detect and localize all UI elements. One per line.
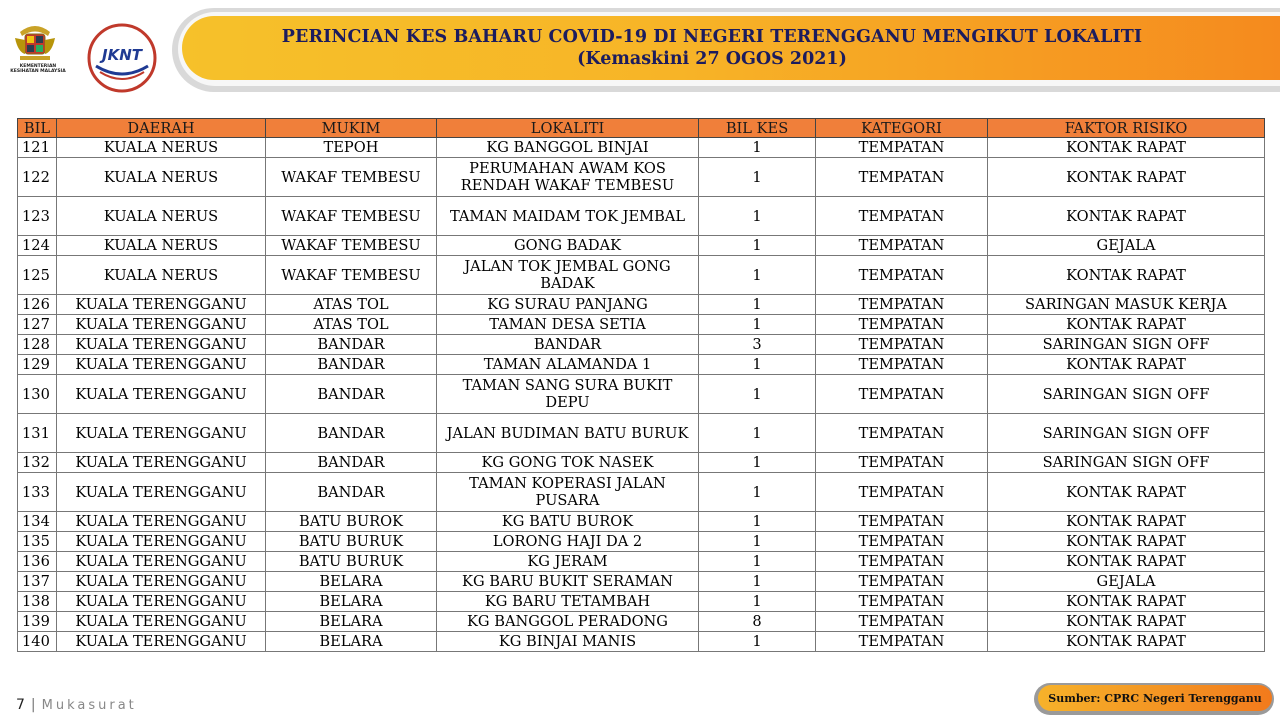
cell-faktor-risiko: SARINGAN MASUK KERJA [988, 295, 1265, 315]
cell-faktor-risiko: KONTAK RAPAT [988, 158, 1265, 197]
cell-lokaliti: KG BARU BUKIT SERAMAN [437, 572, 699, 592]
cell-daerah: KUALA TERENGGANU [57, 315, 266, 335]
cell-daerah: KUALA TERENGGANU [57, 592, 266, 612]
cell-mukim: BANDAR [266, 473, 437, 512]
column-header-kategori: KATEGORI [816, 119, 988, 138]
cell-bil-kes: 1 [699, 552, 816, 572]
table-row [18, 197, 1265, 236]
cell-lokaliti: KG JERAM [437, 552, 699, 572]
cell-mukim: BATU BURUK [266, 532, 437, 552]
table-row [18, 315, 1265, 335]
table-row [18, 473, 1265, 512]
cell-bil-kes: 1 [699, 414, 816, 453]
cell-kategori: TEMPATAN [816, 473, 988, 512]
cell-daerah: KUALA TERENGGANU [57, 453, 266, 473]
table-row [18, 632, 1265, 652]
cell-faktor-risiko: GEJALA [988, 572, 1265, 592]
cell-bil: 140 [18, 632, 57, 652]
cell-bil: 133 [18, 473, 57, 512]
page-title: PERINCIAN KES BAHARU COVID-19 DI NEGERI TERENGGANU MENGIKUT LOKALITI [281, 27, 1143, 47]
cell-daerah: KUALA NERUS [57, 256, 266, 295]
cell-faktor-risiko: KONTAK RAPAT [988, 552, 1265, 572]
cell-bil: 126 [18, 295, 57, 315]
cell-lokaliti: KG BINJAI MANIS [437, 632, 699, 652]
cell-kategori: TEMPATAN [816, 158, 988, 197]
cell-bil-kes: 1 [699, 197, 816, 236]
cell-daerah: KUALA TERENGGANU [57, 632, 266, 652]
cell-faktor-risiko: SARINGAN SIGN OFF [988, 375, 1265, 414]
cell-daerah: KUALA TERENGGANU [57, 612, 266, 632]
table-row [18, 572, 1265, 592]
table-header-row [18, 119, 1265, 138]
cell-bil-kes: 1 [699, 512, 816, 532]
cell-lokaliti: TAMAN SANG SURA BUKIT DEPU [437, 375, 699, 414]
cell-kategori: TEMPATAN [816, 315, 988, 335]
cell-kategori: TEMPATAN [816, 414, 988, 453]
cell-kategori: TEMPATAN [816, 335, 988, 355]
cell-bil-kes: 1 [699, 295, 816, 315]
cell-lokaliti: BANDAR [437, 335, 699, 355]
cell-daerah: KUALA TERENGGANU [57, 295, 266, 315]
cell-mukim: WAKAF TEMBESU [266, 197, 437, 236]
cell-bil-kes: 1 [699, 375, 816, 414]
cell-bil: 125 [18, 256, 57, 295]
cell-kategori: TEMPATAN [816, 532, 988, 552]
cell-lokaliti: KG GONG TOK NASEK [437, 453, 699, 473]
jknt-logo-text: JKNT [102, 46, 142, 64]
cell-faktor-risiko: KONTAK RAPAT [988, 592, 1265, 612]
cell-daerah: KUALA NERUS [57, 138, 266, 158]
header-logos [10, 18, 160, 88]
cell-bil: 122 [18, 158, 57, 197]
cell-kategori: TEMPATAN [816, 236, 988, 256]
cell-bil: 134 [18, 512, 57, 532]
cell-lokaliti: TAMAN MAIDAM TOK JEMBAL [437, 197, 699, 236]
table-row [18, 355, 1265, 375]
cell-faktor-risiko: KONTAK RAPAT [988, 355, 1265, 375]
cell-faktor-risiko: KONTAK RAPAT [988, 612, 1265, 632]
cell-bil: 139 [18, 612, 57, 632]
cell-bil-kes: 1 [699, 632, 816, 652]
cell-bil-kes: 1 [699, 592, 816, 612]
cell-mukim: ATAS TOL [266, 315, 437, 335]
cell-daerah: KUALA NERUS [57, 197, 266, 236]
cell-lokaliti: KG BATU BUROK [437, 512, 699, 532]
cell-faktor-risiko: KONTAK RAPAT [988, 632, 1265, 652]
cell-lokaliti: JALAN TOK JEMBAL GONG BADAK [437, 256, 699, 295]
cell-bil: 128 [18, 335, 57, 355]
table-row [18, 612, 1265, 632]
cell-kategori: TEMPATAN [816, 612, 988, 632]
table-row [18, 512, 1265, 532]
cell-lokaliti: TAMAN ALAMANDA 1 [437, 355, 699, 375]
table-row [18, 414, 1265, 453]
column-header-faktor-risiko: FAKTOR RISIKO [988, 119, 1265, 138]
table-row [18, 592, 1265, 612]
cell-daerah: KUALA TERENGGANU [57, 572, 266, 592]
cell-lokaliti: KG BANGGOL PERADONG [437, 612, 699, 632]
cell-faktor-risiko: KONTAK RAPAT [988, 197, 1265, 236]
cell-daerah: KUALA TERENGGANU [57, 512, 266, 532]
cell-kategori: TEMPATAN [816, 197, 988, 236]
page-number-value: 7 [16, 697, 25, 713]
cell-bil-kes: 1 [699, 236, 816, 256]
page-number-label: Mukasurat [41, 698, 137, 713]
cell-bil: 132 [18, 453, 57, 473]
cell-bil-kes: 3 [699, 335, 816, 355]
cell-kategori: TEMPATAN [816, 572, 988, 592]
cell-mukim: WAKAF TEMBESU [266, 256, 437, 295]
cell-kategori: TEMPATAN [816, 355, 988, 375]
source-badge: Sumber: CPRC Negeri Terengganu [1038, 685, 1272, 711]
cell-bil-kes: 1 [699, 453, 816, 473]
cell-bil: 131 [18, 414, 57, 453]
table-row [18, 236, 1265, 256]
cell-faktor-risiko: SARINGAN SIGN OFF [988, 453, 1265, 473]
cell-faktor-risiko: GEJALA [988, 236, 1265, 256]
cell-daerah: KUALA TERENGGANU [57, 335, 266, 355]
cell-daerah: KUALA NERUS [57, 236, 266, 256]
cell-bil: 130 [18, 375, 57, 414]
crest-caption: KEMENTERIAN KESIHATAN MALAYSIA [10, 64, 66, 74]
cell-mukim: WAKAF TEMBESU [266, 236, 437, 256]
cell-bil: 135 [18, 532, 57, 552]
cell-kategori: TEMPATAN [816, 552, 988, 572]
cell-kategori: TEMPATAN [816, 632, 988, 652]
cell-mukim: BELARA [266, 632, 437, 652]
cell-daerah: KUALA TERENGGANU [57, 552, 266, 572]
column-header-lokaliti: LOKALITI [437, 119, 699, 138]
cell-faktor-risiko: KONTAK RAPAT [988, 512, 1265, 532]
column-header-daerah: DAERAH [57, 119, 266, 138]
cell-faktor-risiko: KONTAK RAPAT [988, 315, 1265, 335]
cell-bil: 127 [18, 315, 57, 335]
cell-mukim: BANDAR [266, 355, 437, 375]
cell-mukim: BELARA [266, 612, 437, 632]
cell-mukim: BATU BUROK [266, 512, 437, 532]
cell-mukim: WAKAF TEMBESU [266, 158, 437, 197]
cell-mukim: BATU BURUK [266, 552, 437, 572]
cell-faktor-risiko: SARINGAN SIGN OFF [988, 335, 1265, 355]
cell-lokaliti: TAMAN KOPERASI JALAN PUSARA [437, 473, 699, 512]
cell-mukim: BELARA [266, 592, 437, 612]
cell-bil-kes: 1 [699, 532, 816, 552]
cell-mukim: BANDAR [266, 335, 437, 355]
cell-bil-kes: 1 [699, 138, 816, 158]
cell-bil: 138 [18, 592, 57, 612]
cell-bil-kes: 1 [699, 355, 816, 375]
cell-faktor-risiko: KONTAK RAPAT [988, 473, 1265, 512]
cell-bil: 123 [18, 197, 57, 236]
cell-daerah: KUALA TERENGGANU [57, 532, 266, 552]
table-row [18, 295, 1265, 315]
column-header-mukim: MUKIM [266, 119, 437, 138]
cell-kategori: TEMPATAN [816, 592, 988, 612]
page-subtitle: (Kemaskini 27 OGOS 2021) [577, 49, 847, 69]
page-number-separator: | [30, 697, 36, 713]
cell-daerah: KUALA TERENGGANU [57, 414, 266, 453]
jknt-logo-icon [86, 22, 158, 94]
cell-lokaliti: GONG BADAK [437, 236, 699, 256]
cell-mukim: TEPOH [266, 138, 437, 158]
cell-kategori: TEMPATAN [816, 453, 988, 473]
cell-daerah: KUALA TERENGGANU [57, 473, 266, 512]
cell-kategori: TEMPATAN [816, 512, 988, 532]
cell-daerah: KUALA TERENGGANU [57, 355, 266, 375]
cell-lokaliti: LORONG HAJI DA 2 [437, 532, 699, 552]
cell-lokaliti: KG SURAU PANJANG [437, 295, 699, 315]
title-banner [182, 16, 1280, 80]
cell-faktor-risiko: KONTAK RAPAT [988, 532, 1265, 552]
cell-faktor-risiko: SARINGAN SIGN OFF [988, 414, 1265, 453]
table-row [18, 532, 1265, 552]
cell-faktor-risiko: KONTAK RAPAT [988, 138, 1265, 158]
cell-lokaliti: PERUMAHAN AWAM KOS RENDAH WAKAF TEMBESU [437, 158, 699, 197]
cell-lokaliti: TAMAN DESA SETIA [437, 315, 699, 335]
cell-daerah: KUALA NERUS [57, 158, 266, 197]
table-row [18, 158, 1265, 197]
table-row [18, 552, 1265, 572]
cell-kategori: TEMPATAN [816, 138, 988, 158]
column-header-bil: BIL [18, 119, 57, 138]
cell-bil: 121 [18, 138, 57, 158]
cell-faktor-risiko: KONTAK RAPAT [988, 256, 1265, 295]
cell-mukim: BELARA [266, 572, 437, 592]
table-row [18, 453, 1265, 473]
cell-lokaliti: JALAN BUDIMAN BATU BURUK [437, 414, 699, 453]
table-row [18, 138, 1265, 158]
cell-kategori: TEMPATAN [816, 295, 988, 315]
cell-kategori: TEMPATAN [816, 256, 988, 295]
cell-kategori: TEMPATAN [816, 375, 988, 414]
cell-bil-kes: 8 [699, 612, 816, 632]
cases-table [17, 118, 1265, 652]
cell-mukim: BANDAR [266, 375, 437, 414]
cell-bil-kes: 1 [699, 572, 816, 592]
cell-bil: 129 [18, 355, 57, 375]
cell-bil-kes: 1 [699, 256, 816, 295]
column-header-bil-kes: BIL KES [699, 119, 816, 138]
table-row [18, 256, 1265, 295]
table-row [18, 375, 1265, 414]
page-number [16, 697, 137, 713]
cell-bil: 124 [18, 236, 57, 256]
table-body [18, 138, 1265, 652]
cell-daerah: KUALA TERENGGANU [57, 375, 266, 414]
cell-bil: 137 [18, 572, 57, 592]
cell-bil-kes: 1 [699, 473, 816, 512]
cell-bil: 136 [18, 552, 57, 572]
cell-bil-kes: 1 [699, 158, 816, 197]
cell-lokaliti: KG BANGGOL BINJAI [437, 138, 699, 158]
cell-bil-kes: 1 [699, 315, 816, 335]
cell-lokaliti: KG BARU TETAMBAH [437, 592, 699, 612]
malaysia-crest-icon [12, 18, 58, 62]
cell-mukim: BANDAR [266, 414, 437, 453]
cell-mukim: BANDAR [266, 453, 437, 473]
table-row [18, 335, 1265, 355]
cell-mukim: ATAS TOL [266, 295, 437, 315]
